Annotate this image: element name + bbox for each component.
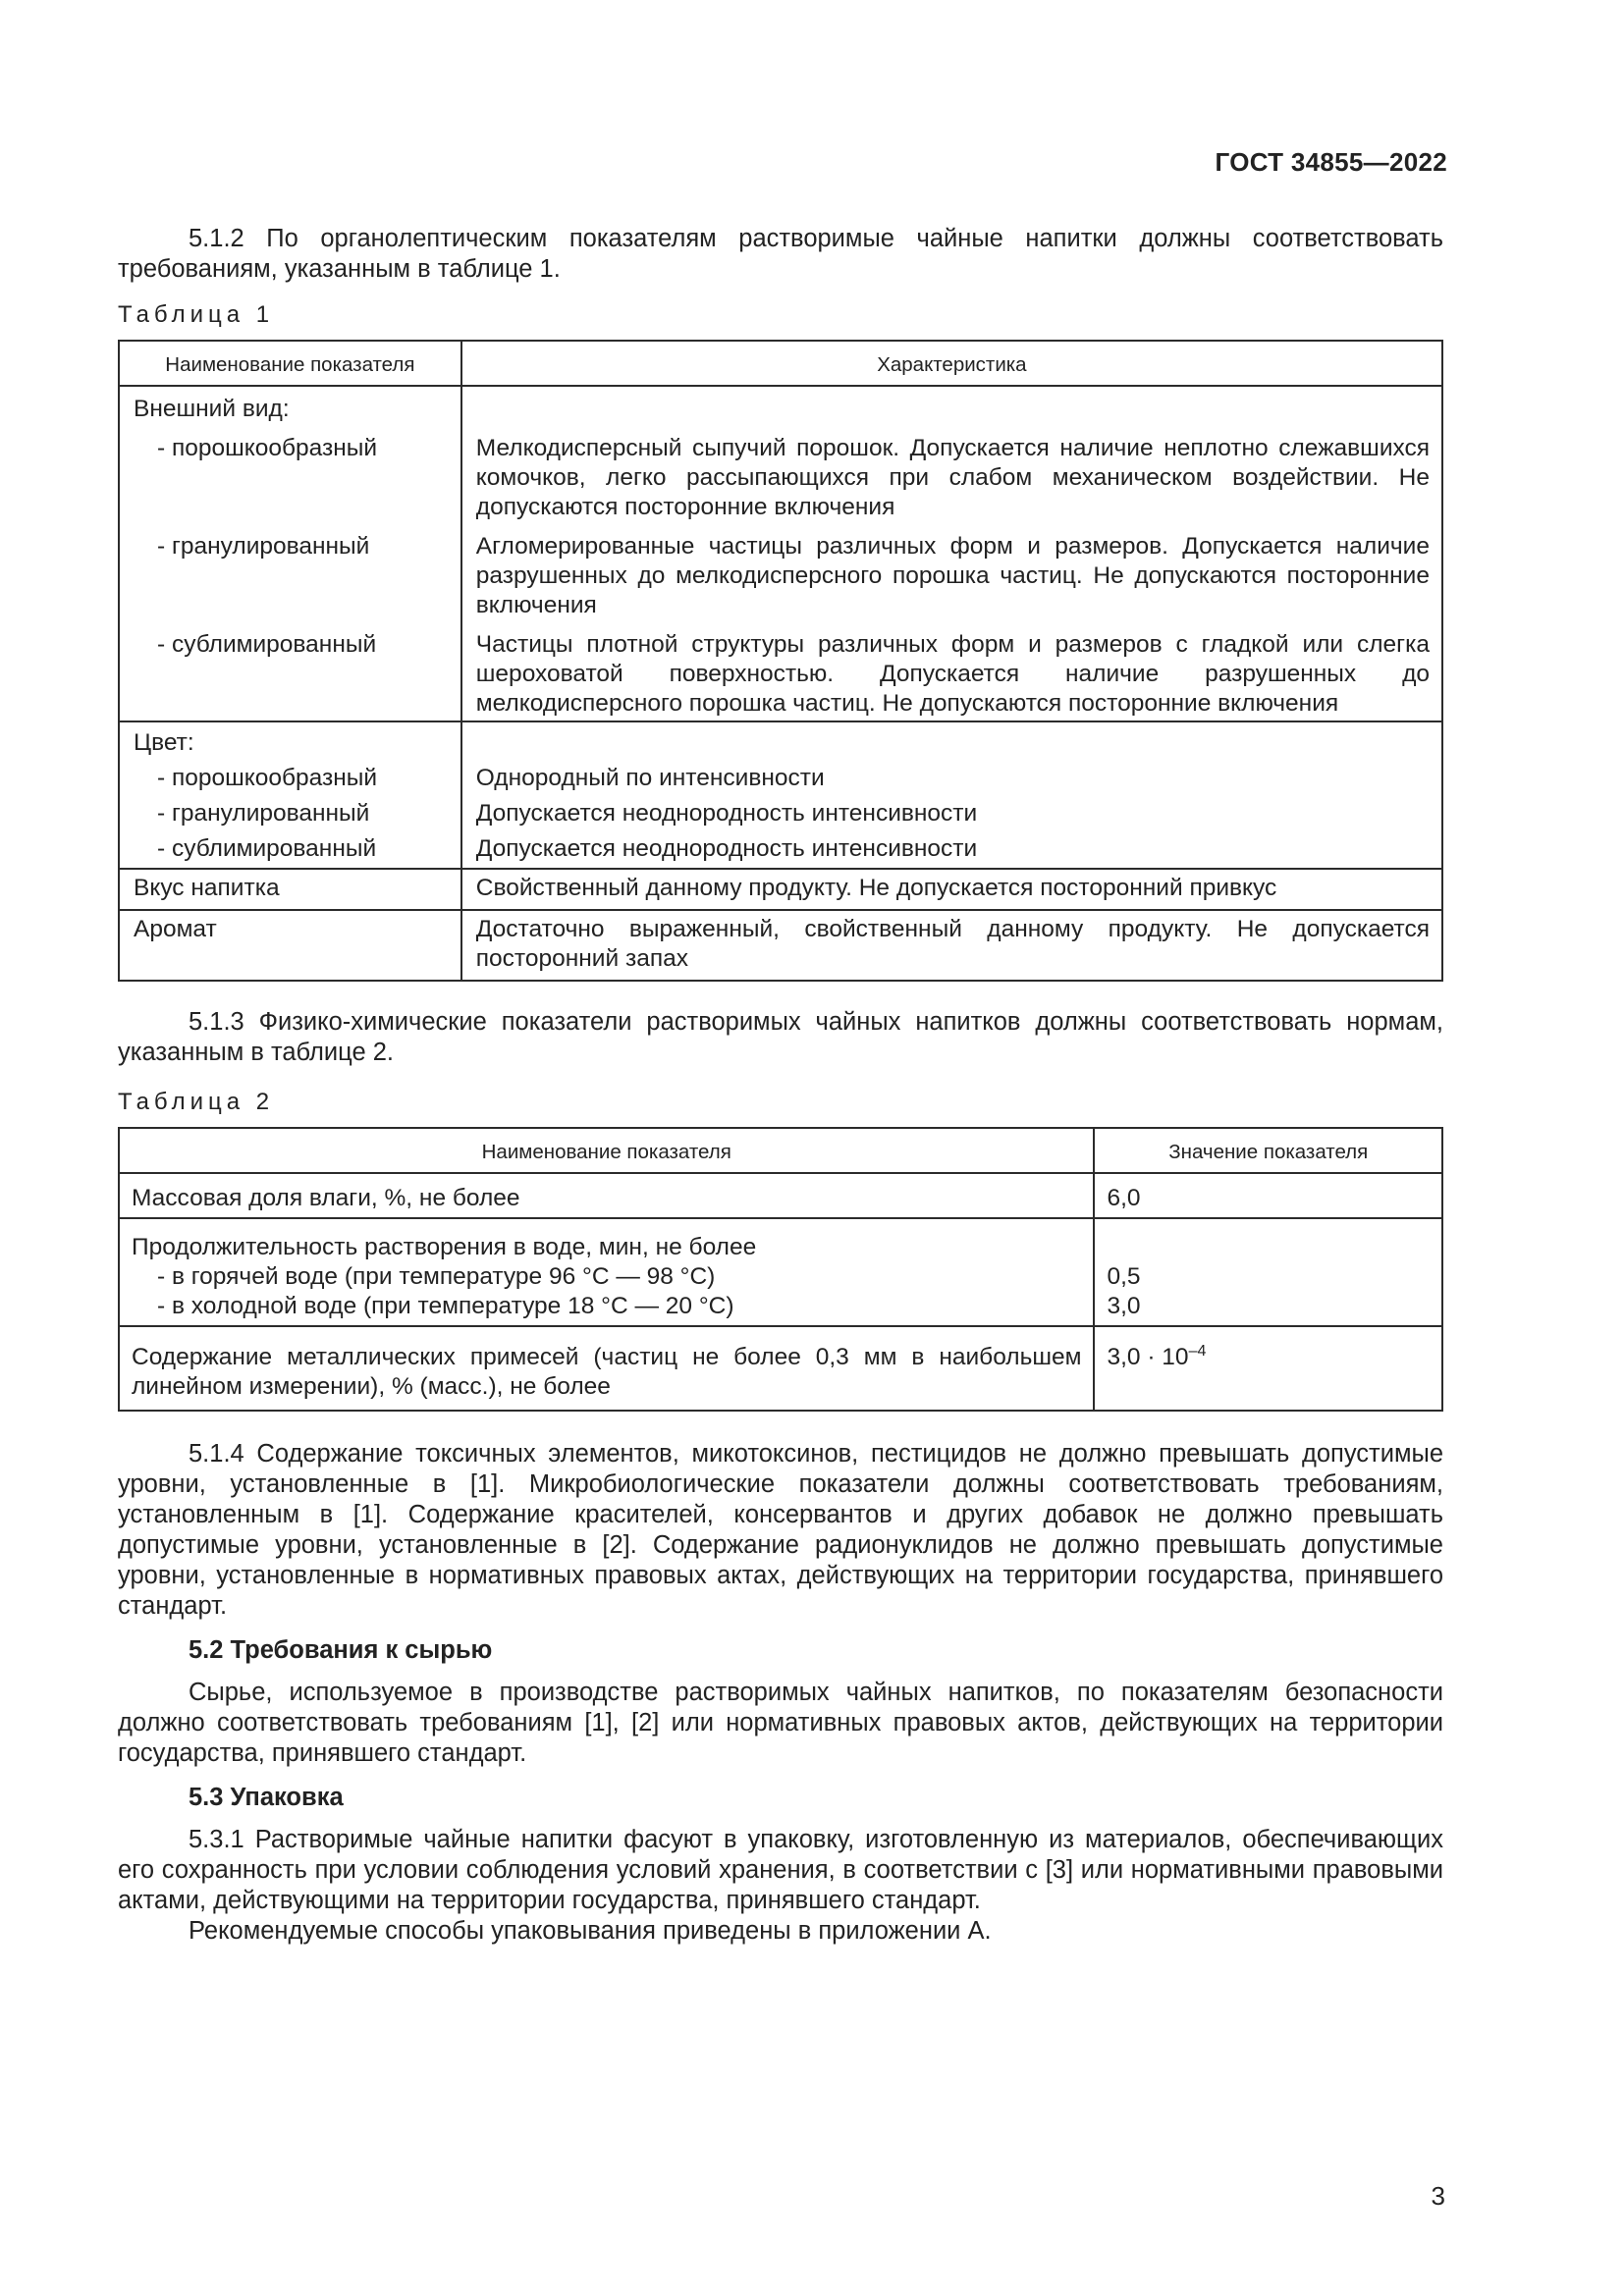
paragraph-recommended: Рекомендуемые способы упаковывания приведены в приложении А. xyxy=(189,1917,992,1945)
heading-5-2: 5.2 Требования к сырью xyxy=(189,1636,493,1664)
table-2-col2-header: Значение показателя xyxy=(1094,1128,1442,1173)
dissolution-cold-name: - в холодной воде (при температуре 18 °С — 20 °С) xyxy=(157,1293,734,1319)
table-row xyxy=(119,426,1442,524)
paragraph-5-1-4: 5.1.4 Содержание токсичных элементов, микотоксинов, пестицидов не должно превышать допустимые уровни, установленные в [1]. Микробиологические показатели должны соответствовать требованиям, установленным в [1]. Содержание красителей, консервантов и других добавок не должно превышать допустимые уровни, установленные в [2]. Содержание радионуклидов не должно превышать допустимые уровни, установленные в нормативных правовых актах, действующих на территории государства, принявшего стандарт. xyxy=(118,1440,1443,1620)
standard-code: ГОСТ 34855—2022 xyxy=(1215,147,1447,177)
table-row xyxy=(119,869,1442,910)
table-row xyxy=(119,910,1442,981)
appearance-powder-value: Мелкодисперсный сыпучий порошок. Допускается наличие неплотно слежавшихся комочков, легко рассыпающихся при слабом механическом воздействии. Не допускаются посторонние включения xyxy=(461,426,1442,524)
color-sublimated-value: Допускается неоднородность интенсивности xyxy=(461,830,1442,869)
aroma-name: Аромат xyxy=(119,910,461,981)
color-granulated-name: - гранулированный xyxy=(119,795,461,830)
taste-value: Свойственный данному продукту. Не допускается посторонний привкус xyxy=(461,869,1442,910)
color-powder-value: Однородный по интенсивности xyxy=(461,760,1442,795)
dissolution-hot-name: - в горячей воде (при температуре 96 °С — 98 °С) xyxy=(157,1263,716,1290)
table-row xyxy=(119,830,1442,869)
table-2-caption: Таблица 2 xyxy=(118,1089,275,1115)
table-1-header-row xyxy=(119,341,1442,386)
dissolution-values-cell xyxy=(1094,1218,1442,1326)
color-powder-name: - порошкообразный xyxy=(119,760,461,795)
table-2 xyxy=(118,1127,1443,1412)
moisture-value: 6,0 xyxy=(1094,1173,1442,1218)
appearance-label: Внешний вид: xyxy=(119,386,461,426)
page-number: 3 xyxy=(1431,2181,1445,2211)
metal-value xyxy=(1094,1326,1442,1411)
color-label: Цвет: xyxy=(119,721,461,760)
table-2-col1-header: Наименование показателя xyxy=(119,1128,1094,1173)
table-row xyxy=(119,622,1442,721)
table-row xyxy=(119,760,1442,795)
heading-5-3: 5.3 Упаковка xyxy=(189,1784,344,1811)
moisture-name: Массовая доля влаги, %, не более xyxy=(119,1173,1094,1218)
table-row xyxy=(119,721,1442,760)
metal-name: Содержание металлических примесей (частиц не более 0,3 мм в наибольшем линейном измерении), % (масс.), не более xyxy=(119,1326,1094,1411)
table-1-caption: Таблица 1 xyxy=(118,301,275,328)
page-content xyxy=(118,224,1443,1947)
dissolution-hot-value: 0,5 xyxy=(1107,1263,1141,1290)
table-row xyxy=(119,1326,1442,1411)
appearance-granulated-name: - гранулированный xyxy=(119,524,461,622)
paragraph-5-2: Сырье, используемое в производстве растворимых чайных напитков, по показателям безопасности должно соответствовать требованиям [1], [2] или нормативных правовых актов, действующих на территории государства, принявшего стандарт. xyxy=(118,1679,1443,1767)
table-row xyxy=(119,1173,1442,1218)
taste-name: Вкус напитка xyxy=(119,869,461,910)
table-1-col2-header: Характеристика xyxy=(461,341,1442,386)
table-1-col1-header: Наименование показателя xyxy=(119,341,461,386)
appearance-sublimated-value: Частицы плотной структуры различных форм и размеров с гладкой или слегка шероховатой поверхностью. Допускается наличие разрушенных до мелкодисперсного порошка частиц. Не допускаются посторонние включения xyxy=(461,622,1442,721)
dissolution-cold-value: 3,0 xyxy=(1107,1293,1141,1319)
dissolution-cell xyxy=(119,1218,1094,1326)
table-2-header-row xyxy=(119,1128,1442,1173)
table-row xyxy=(119,1218,1442,1326)
table-row xyxy=(119,386,1442,426)
table-row xyxy=(119,524,1442,622)
appearance-sublimated-name: - сублимированный xyxy=(119,622,461,721)
metal-value-base: 3,0 · 10 xyxy=(1107,1344,1189,1370)
dissolution-name: Продолжительность растворения в воде, мин, не более xyxy=(132,1234,757,1260)
aroma-value: Достаточно выраженный, свойственный данному продукту. Не допускается посторонний запах xyxy=(461,910,1442,981)
paragraph-5-1-2: 5.1.2 По органолептическим показателям растворимые чайные напитки должны соответствовать требованиям, указанным в таблице 1. xyxy=(118,225,1443,283)
color-sublimated-name: - сублимированный xyxy=(119,830,461,869)
table-1 xyxy=(118,340,1443,982)
appearance-granulated-value: Агломерированные частицы различных форм и размеров. Допускается наличие разрушенных до мелкодисперсного порошка частиц. Не допускаются посторонние включения xyxy=(461,524,1442,622)
color-granulated-value: Допускается неоднородность интенсивности xyxy=(461,795,1442,830)
metal-value-exponent: –4 xyxy=(1188,1342,1207,1360)
paragraph-5-1-3: 5.1.3 Физико-химические показатели растворимых чайных напитков должны соответствовать нормам, указанным в таблице 2. xyxy=(118,1008,1443,1066)
appearance-powder-name: - порошкообразный xyxy=(119,426,461,524)
table-row xyxy=(119,795,1442,830)
paragraph-5-3-1: 5.3.1 Растворимые чайные напитки фасуют в упаковку, изготовленную из материалов, обеспечивающих его сохранность при условии соблюдения условий хранения, в соответствии с [3] или нормативными правовыми актами, действующими на территории государства, принявшего стандарт. xyxy=(118,1826,1443,1914)
